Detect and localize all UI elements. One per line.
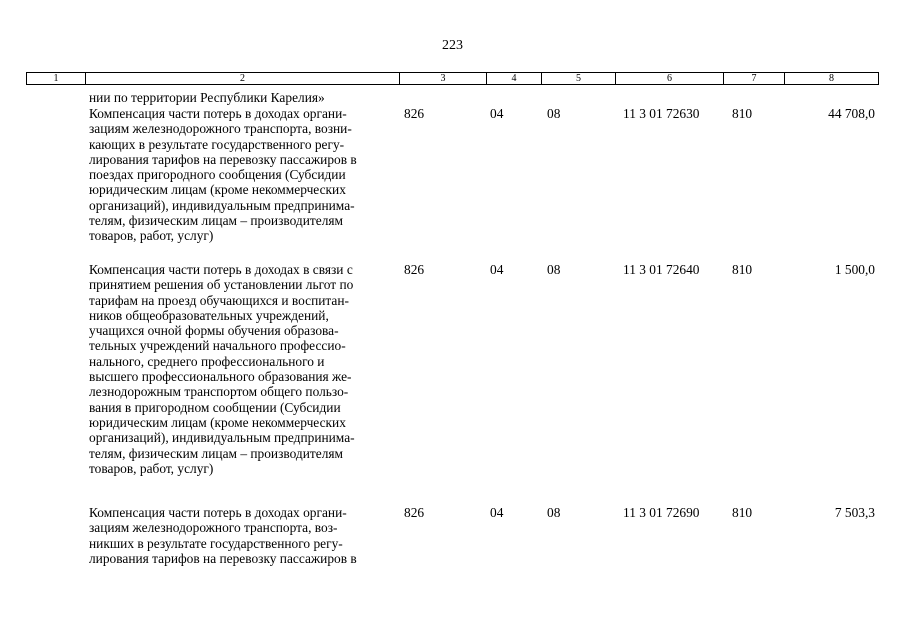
table-row xyxy=(0,505,905,567)
table-row xyxy=(0,106,905,262)
row-expense-type: 810 xyxy=(732,262,753,277)
table-header-row xyxy=(26,72,879,85)
row-name: Компенсация части потерь в доходах органи- зациям железнодорожного транспорта, возни- кающих в результате государственного регу- лирования тарифов на перевозку пассажиров в поездах пригородного сообщения (Субсидии юридическим лицам (кроме некоммерческих организаций), индивидуальным предпринима- телям, физическим лицам – производителям товаров, работ, услуг) xyxy=(89,106,357,244)
row-amount: 44 708,0 xyxy=(828,106,875,121)
column-header-7: 7 xyxy=(723,73,784,84)
row-expense-type: 810 xyxy=(732,505,753,520)
column-header-6: 6 xyxy=(615,73,723,84)
row-subsection-code: 08 xyxy=(547,505,561,520)
row-expense-type: 810 xyxy=(732,106,753,121)
column-header-1: 1 xyxy=(53,73,59,84)
column-header-4: 4 xyxy=(486,73,541,84)
row-amount: 1 500,0 xyxy=(834,262,875,277)
row-name: Компенсация части потерь в доходах органи- зациям железнодорожного транспорта, воз- никших в результате государственного регу- лирования тарифов на перевозку пассажиров в xyxy=(89,505,357,566)
column-header-3: 3 xyxy=(399,73,486,84)
row-subsection-code: 08 xyxy=(547,262,561,277)
row-ministry-code: 826 xyxy=(404,505,425,520)
table-row xyxy=(0,262,905,505)
row-subsection-code: 08 xyxy=(547,106,561,121)
row-section-code: 04 xyxy=(490,505,504,520)
row-section-code: 04 xyxy=(490,106,504,121)
page-number: 223 xyxy=(442,38,463,53)
continuation-text: нии по территории Республики Карелия» xyxy=(89,90,325,105)
row-section-code: 04 xyxy=(490,262,504,277)
row-name: Компенсация части потерь в доходах в связи с принятием решения об установлении льгот по тарифам на проезд обучающихся и воспитан- ников общеобразовательных учреждений, учащихся очной формы обучения образова- тельных учреждений начального профессио- нального, среднего профессионального и высшего профессионального образования же- лезнодорожным транспортом общего пользо- вания в пригородном сообщении (Субсидии юридическим лицам (кроме некоммерческих организаций), индивидуальным предпринима- телям, физическим лицам – производителям товаров, работ, услуг) xyxy=(89,262,355,476)
row-target-code: 11 3 01 72630 xyxy=(623,106,700,121)
column-header-8: 8 xyxy=(784,73,878,84)
column-header-5: 5 xyxy=(541,73,615,84)
row-target-code: 11 3 01 72690 xyxy=(623,505,700,520)
column-header-2: 2 xyxy=(85,73,399,84)
continuation-row xyxy=(0,90,905,106)
table-body xyxy=(0,90,905,567)
row-ministry-code: 826 xyxy=(404,106,425,121)
row-target-code: 11 3 01 72640 xyxy=(623,262,700,277)
row-amount: 7 503,3 xyxy=(834,505,875,520)
row-ministry-code: 826 xyxy=(404,262,425,277)
